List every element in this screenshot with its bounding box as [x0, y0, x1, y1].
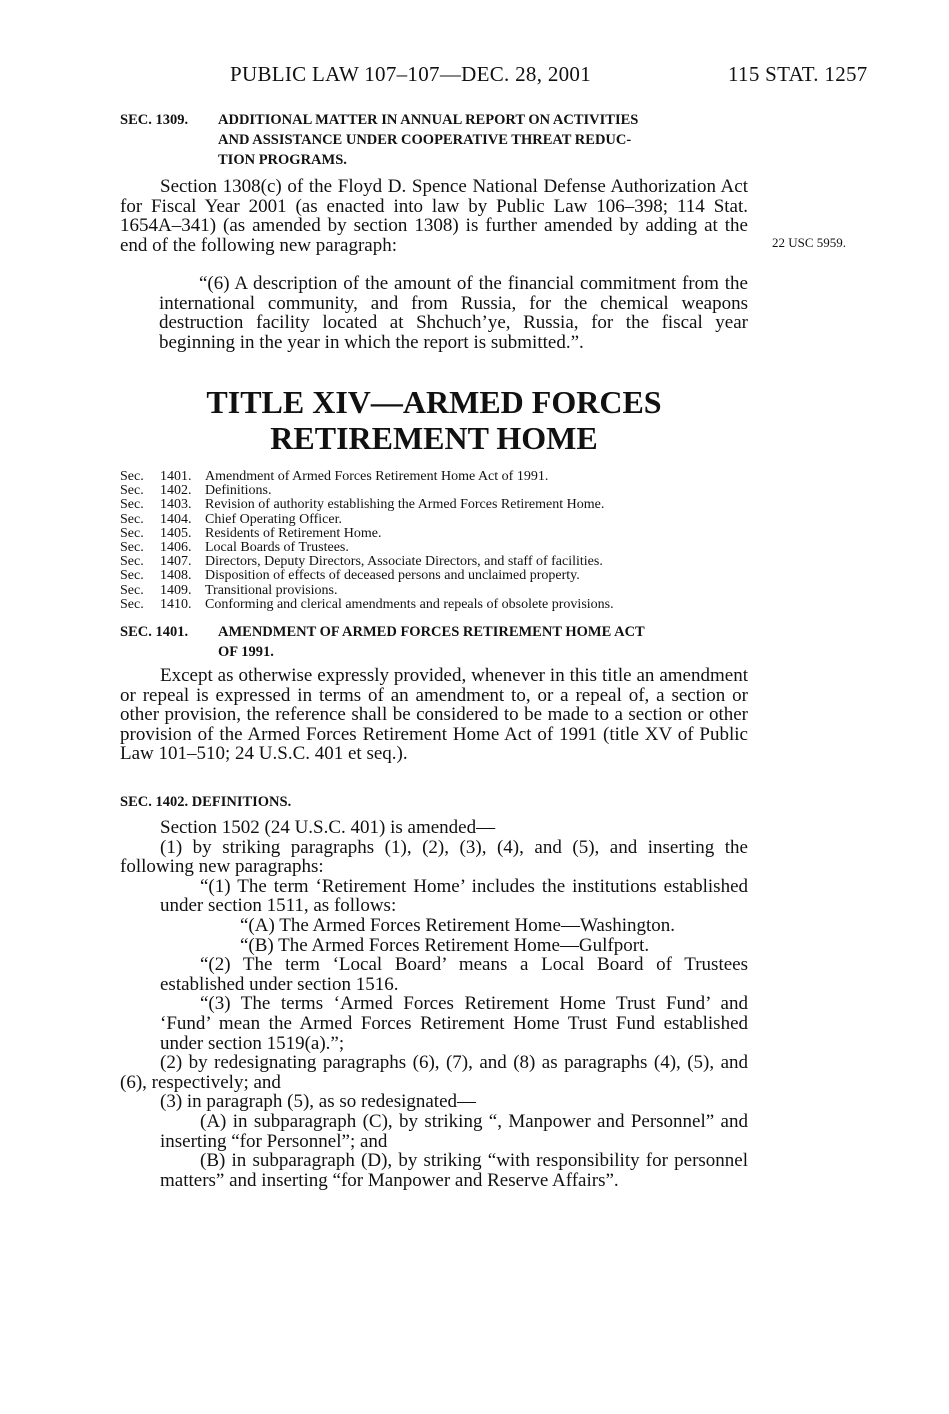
- title-heading: [120, 384, 748, 456]
- section-number: SEC. 1401.: [120, 624, 189, 640]
- toc-text: Transitional provisions.: [205, 582, 338, 598]
- section-title-line: OF 1991.: [218, 644, 274, 660]
- statute-page: 115 STAT. 1257: [728, 62, 868, 86]
- paragraph: (B) in subparagraph (D), by striking “with responsibility for personnel matters” and inserting “for Manpower and Reserve Affairs”.: [160, 1150, 748, 1191]
- section-title-line: TION PROGRAMS.: [218, 152, 347, 168]
- section-1402-heading: SEC. 1402. DEFINITIONS.: [120, 794, 292, 810]
- toc-row: [120, 484, 770, 498]
- paragraph: Except as otherwise expressly provided, whenever in this title an amendment or repeal is expressed in terms of an amendment to, or a repeal of, a section or other provision, the reference shall be considered to be made to a section or other provision of the Armed Forces Retirement Home Act of 1991 (title XV of Public Law 101–510; 24 U.S.C. 401 et seq.).: [120, 665, 748, 765]
- toc-num: 1402.: [160, 483, 192, 499]
- toc-text: Conforming and clerical amendments and repeals of obsolete provisions.: [205, 596, 614, 612]
- table-of-contents: [120, 470, 770, 612]
- toc-num: 1408.: [160, 568, 192, 584]
- law-citation: PUBLIC LAW 107–107—DEC. 28, 2001: [230, 62, 592, 86]
- paragraph: “(6) A description of the amount of the financial commitment from the international community, and from Russia, for the chemical weapons destruction facility located at Shchuch’ye, Russia, for the fiscal year beginning in the year in which the report is submitted.”.: [159, 273, 748, 353]
- toc-sec: Sec.: [120, 554, 144, 570]
- paragraph: “(2) The term ‘Local Board’ means a Local Board of Trustees established under section 1516.: [160, 954, 748, 995]
- paragraph: (3) in paragraph (5), as so redesignated—: [160, 1091, 477, 1113]
- toc-row: [120, 555, 770, 569]
- toc-sec: Sec.: [120, 582, 144, 598]
- toc-text: Local Boards of Trustees.: [205, 540, 349, 556]
- toc-num: 1405.: [160, 525, 192, 541]
- toc-text: Definitions.: [205, 483, 272, 499]
- paragraph: “(1) The term ‘Retirement Home’ includes the institutions established under section 1511, as follows:: [160, 875, 748, 917]
- paragraph: Section 1308(c) of the Floyd D. Spence National Defense Authorization Act for Fiscal Year 2001 (as enacted into law by Public Law 106–398; 114 Stat. 1654A–341) (as amended by section 1308) is further amended by adding at the end of the following new paragraph:: [120, 176, 748, 256]
- toc-num: 1404.: [160, 511, 192, 527]
- quoted-paragraph-6: [159, 274, 748, 352]
- toc-row: [120, 569, 770, 583]
- toc-sec: Sec.: [120, 497, 144, 513]
- section-1309-heading: [120, 110, 760, 170]
- toc-sec: Sec.: [120, 596, 144, 612]
- toc-sec: Sec.: [120, 540, 144, 556]
- toc-text: Revision of authority establishing the Armed Forces Retirement Home.: [205, 497, 605, 513]
- paragraph: “(3) The terms ‘Armed Forces Retirement Home Trust Fund’ and ‘Fund’ mean the Armed Forces Retirement Home Trust Fund established under section 1519(a).”;: [160, 993, 748, 1054]
- toc-row: [120, 470, 770, 484]
- toc-row: [120, 527, 770, 541]
- section-1309-text: [120, 177, 748, 255]
- toc-sec: Sec.: [120, 511, 144, 527]
- toc-row: [120, 498, 770, 512]
- toc-row: [120, 513, 770, 527]
- toc-num: 1409.: [160, 582, 192, 598]
- toc-sec: Sec.: [120, 469, 144, 484]
- toc-text: Disposition of effects of deceased persons and unclaimed property.: [205, 568, 580, 584]
- toc-row: [120, 584, 770, 598]
- toc-text: Chief Operating Officer.: [205, 511, 342, 527]
- toc-text: Residents of Retirement Home.: [205, 525, 382, 541]
- toc-num: 1407.: [160, 554, 192, 570]
- toc-sec: Sec.: [120, 483, 144, 499]
- paragraph: “(A) The Armed Forces Retirement Home—Washington.: [240, 914, 676, 936]
- paragraph: Section 1502 (24 U.S.C. 401) is amended—: [160, 817, 496, 838]
- section-1402-text: [120, 818, 748, 1190]
- section-title-line: ADDITIONAL MATTER IN ANNUAL REPORT ON ACTIVITIES: [218, 112, 639, 128]
- toc-num: 1410.: [160, 596, 192, 612]
- section-number: SEC. 1309.: [120, 112, 189, 128]
- toc-text: Amendment of Armed Forces Retirement Home Act of 1991.: [205, 469, 549, 484]
- margin-note: 22 USC 5959.: [772, 235, 847, 250]
- section-1401-heading: [120, 622, 760, 662]
- paragraph: [120, 838, 748, 877]
- paragraph: (A) in subparagraph (C), by striking “, Manpower and Personnel” and inserting “for Personnel”; and: [160, 1110, 748, 1152]
- toc-sec: Sec.: [120, 525, 144, 541]
- title-line: RETIREMENT HOME: [270, 420, 598, 456]
- toc-text: Directors, Deputy Directors, Associate Directors, and staff of facilities.: [205, 554, 603, 570]
- toc-row: [120, 541, 770, 555]
- toc-sec: Sec.: [120, 568, 144, 584]
- toc-num: 1406.: [160, 540, 192, 556]
- toc-row: [120, 598, 770, 612]
- paragraph-text: (1) by striking paragraphs (1), (2), (3), (4), and (5), and inserting the following new paragraphs:: [120, 836, 748, 878]
- section-title-line: AMENDMENT OF ARMED FORCES RETIREMENT HOME ACT: [218, 624, 645, 640]
- toc-num: 1401.: [160, 469, 192, 484]
- title-line: TITLE XIV—ARMED FORCES: [206, 384, 662, 420]
- toc-num: 1403.: [160, 497, 192, 513]
- paragraph: (2) by redesignating paragraphs (6), (7), and (8) as paragraphs (4), (5), and (6), respectively; and: [120, 1052, 748, 1093]
- section-1401-text: [120, 666, 748, 764]
- section-title-line: AND ASSISTANCE UNDER COOPERATIVE THREAT REDUC-: [218, 132, 632, 148]
- paragraph: “(B) The Armed Forces Retirement Home—Gulfport.: [240, 934, 650, 956]
